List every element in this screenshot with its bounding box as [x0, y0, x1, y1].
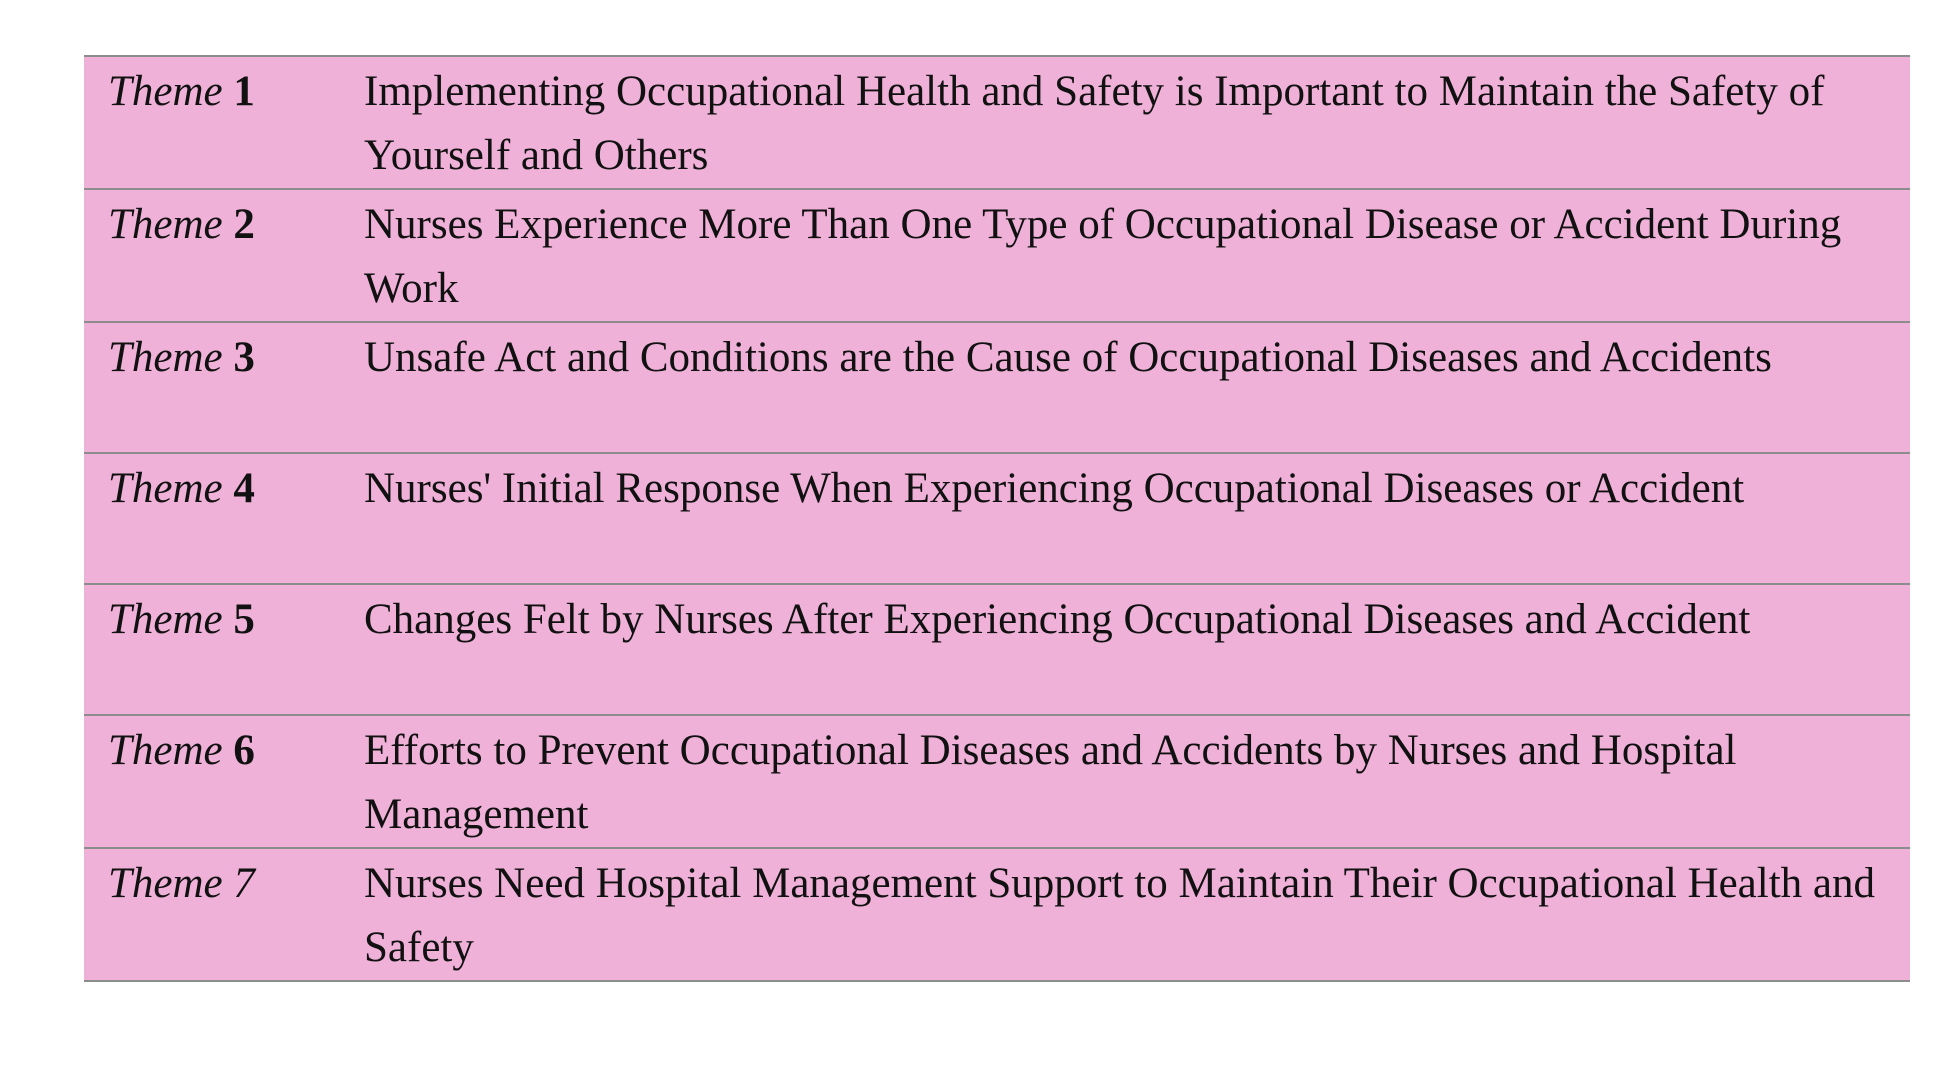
theme-label-word: Theme	[108, 596, 223, 643]
theme-description-text: Nurses' Initial Response When Experiencing Occupational Diseases or Accident	[364, 465, 1745, 512]
theme-number: 2	[233, 201, 255, 248]
theme-description	[364, 848, 1910, 981]
theme-label-word: Theme	[108, 334, 223, 381]
theme-label-word: Theme	[108, 860, 223, 907]
theme-label	[84, 189, 364, 322]
theme-label	[84, 584, 364, 715]
table-row	[84, 189, 1910, 322]
theme-description	[364, 322, 1910, 453]
theme-number: 1	[233, 68, 255, 115]
theme-label-word: Theme	[108, 201, 223, 248]
theme-number: 6	[233, 727, 255, 774]
theme-label	[84, 56, 364, 189]
theme-description	[364, 189, 1910, 322]
theme-label	[84, 848, 364, 981]
theme-label	[84, 715, 364, 848]
theme-description	[364, 56, 1910, 189]
theme-number: 3	[233, 334, 255, 381]
theme-label-word: Theme	[108, 727, 223, 774]
theme-label	[84, 322, 364, 453]
theme-description	[364, 715, 1910, 848]
theme-description-text: Unsafe Act and Conditions are the Cause of Occupational Diseases and Accidents	[364, 334, 1772, 381]
table-row	[84, 584, 1910, 715]
theme-description-text: Efforts to Prevent Occupational Diseases and Accidents by Nurses and Hospital Management	[364, 727, 1737, 838]
theme-label-word: Theme	[108, 68, 223, 115]
theme-number: 7	[233, 860, 255, 907]
table-row	[84, 848, 1910, 981]
theme-description-text: Nurses Experience More Than One Type of Occupational Disease or Accident During Work	[364, 201, 1842, 312]
themes-table	[84, 55, 1910, 982]
theme-description	[364, 584, 1910, 715]
theme-label	[84, 453, 364, 584]
theme-label-word: Theme	[108, 465, 223, 512]
table-row	[84, 715, 1910, 848]
table-row	[84, 56, 1910, 189]
table-row	[84, 322, 1910, 453]
theme-description-text: Nurses Need Hospital Management Support to Maintain Their Occupational Health and Safety	[364, 860, 1875, 971]
table-row	[84, 453, 1910, 584]
theme-description-text: Implementing Occupational Health and Safety is Important to Maintain the Safety of Yourself and Others	[364, 68, 1825, 179]
theme-number: 4	[233, 465, 255, 512]
theme-number: 5	[233, 596, 255, 643]
theme-description	[364, 453, 1910, 584]
theme-description-text: Changes Felt by Nurses After Experiencing Occupational Diseases and Accident	[364, 596, 1751, 643]
